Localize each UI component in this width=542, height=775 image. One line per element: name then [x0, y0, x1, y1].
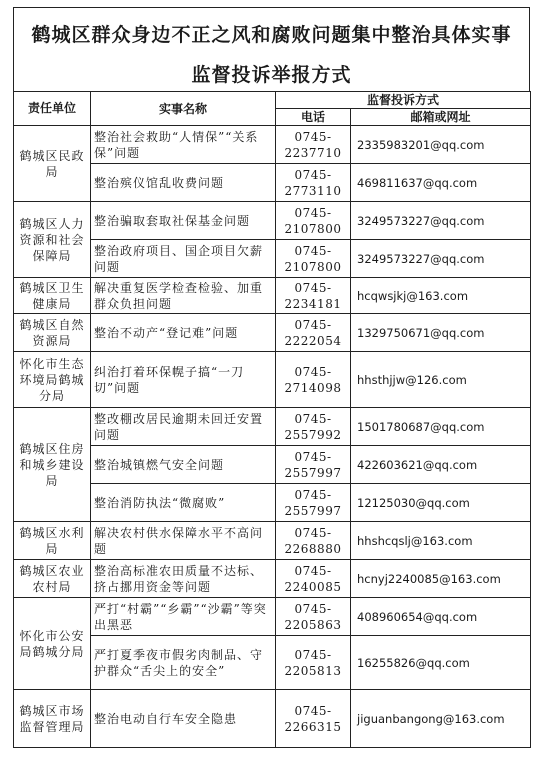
- header-item: 实事名称: [91, 92, 276, 126]
- item-cell: 整治殡仪馆乱收费问题: [91, 164, 276, 202]
- phone-cell: 0745-2557997: [276, 446, 351, 484]
- page-subtitle: 监督投诉举报方式: [191, 64, 352, 86]
- email-cell: 3249573227@qq.com: [351, 240, 531, 278]
- item-cell: 整治高标准农田质量不达标、挤占挪用资金等问题: [91, 560, 276, 598]
- header-unit: 责任单位: [14, 92, 91, 126]
- email-cell: 2335983201@qq.com: [351, 126, 531, 164]
- phone-cell: 0745-2107800: [276, 202, 351, 240]
- unit-cell: 鹤城区人力资源和社会保障局: [14, 202, 91, 278]
- email-cell: jiguanbangong@163.com: [351, 690, 531, 748]
- item-cell: 整治政府项目、国企项目欠薪问题: [91, 240, 276, 278]
- header-email: 邮箱或网址: [351, 109, 531, 126]
- item-cell: 整治不动产“登记难”问题: [91, 314, 276, 352]
- phone-cell: 0745-2240085: [276, 560, 351, 598]
- email-cell: 16255826@qq.com: [351, 636, 531, 690]
- phone-cell: 0745-2107800: [276, 240, 351, 278]
- item-cell: 严打夏季夜市假劣肉制品、守护群众“舌尖上的安全”: [91, 636, 276, 690]
- header-contact: 监督投诉方式: [276, 92, 531, 109]
- phone-cell: 0745-2266315: [276, 690, 351, 748]
- phone-cell: 0745-2557997: [276, 484, 351, 522]
- phone-cell: 0745-2234181: [276, 278, 351, 314]
- email-cell: hcqwsjkj@163.com: [351, 278, 531, 314]
- item-cell: 整治社会救助“人情保”“关系保”问题: [91, 126, 276, 164]
- header-phone: 电话: [276, 109, 351, 126]
- email-cell: 12125030@qq.com: [351, 484, 531, 522]
- complaint-table-sheet: [13, 7, 530, 765]
- page-title: 鹤城区群众身边不正之风和腐败问题集中整治具体实事: [31, 24, 512, 46]
- unit-cell: 怀化市公安局鹤城分局: [14, 598, 91, 690]
- item-cell: 整治电动自行车安全隐患: [91, 690, 276, 748]
- item-cell: 整改棚改居民逾期未回迁安置问题: [91, 408, 276, 446]
- phone-cell: 0745-2222054: [276, 314, 351, 352]
- phone-cell: 0745-2714098: [276, 352, 351, 408]
- email-cell: 422603621@qq.com: [351, 446, 531, 484]
- unit-cell: 怀化市生态环境局鹤城分局: [14, 352, 91, 408]
- phone-cell: 0745-2268880: [276, 522, 351, 560]
- item-cell: 严打“村霸”“乡霸”“沙霸”等突出黑恶: [91, 598, 276, 636]
- email-cell: 1501780687@qq.com: [351, 408, 531, 446]
- email-cell: 469811637@qq.com: [351, 164, 531, 202]
- unit-cell: 鹤城区市场监督管理局: [14, 690, 91, 748]
- email-cell: hhsthjjw@126.com: [351, 352, 531, 408]
- email-cell: hhshcqslj@163.com: [351, 522, 531, 560]
- complaint-table: [13, 91, 531, 748]
- unit-cell: 鹤城区民政局: [14, 126, 91, 202]
- unit-cell: 鹤城区自然资源局: [14, 314, 91, 352]
- item-cell: 纠治打着环保幌子搞“一刀切”问题: [91, 352, 276, 408]
- item-cell: 整治骗取套取社保基金问题: [91, 202, 276, 240]
- item-cell: 解决重复医学检查检验、加重群众负担问题: [91, 278, 276, 314]
- phone-cell: 0745-2557992: [276, 408, 351, 446]
- unit-cell: 鹤城区住房和城乡建设局: [14, 408, 91, 522]
- email-cell: 1329750671@qq.com: [351, 314, 531, 352]
- phone-cell: 0745-2237710: [276, 126, 351, 164]
- email-cell: 3249573227@qq.com: [351, 202, 531, 240]
- phone-cell: 0745-2773110: [276, 164, 351, 202]
- phone-cell: 0745-2205863: [276, 598, 351, 636]
- email-cell: 408960654@qq.com: [351, 598, 531, 636]
- email-cell: hcnyj2240085@163.com: [351, 560, 531, 598]
- unit-cell: 鹤城区农业农村局: [14, 560, 91, 598]
- unit-cell: 鹤城区卫生健康局: [14, 278, 91, 314]
- title-box: [13, 7, 530, 92]
- item-cell: 解决农村供水保障水平不高问题: [91, 522, 276, 560]
- unit-cell: 鹤城区水利局: [14, 522, 91, 560]
- phone-cell: 0745-2205813: [276, 636, 351, 690]
- item-cell: 整治城镇燃气安全问题: [91, 446, 276, 484]
- item-cell: 整治消防执法“微腐败”: [91, 484, 276, 522]
